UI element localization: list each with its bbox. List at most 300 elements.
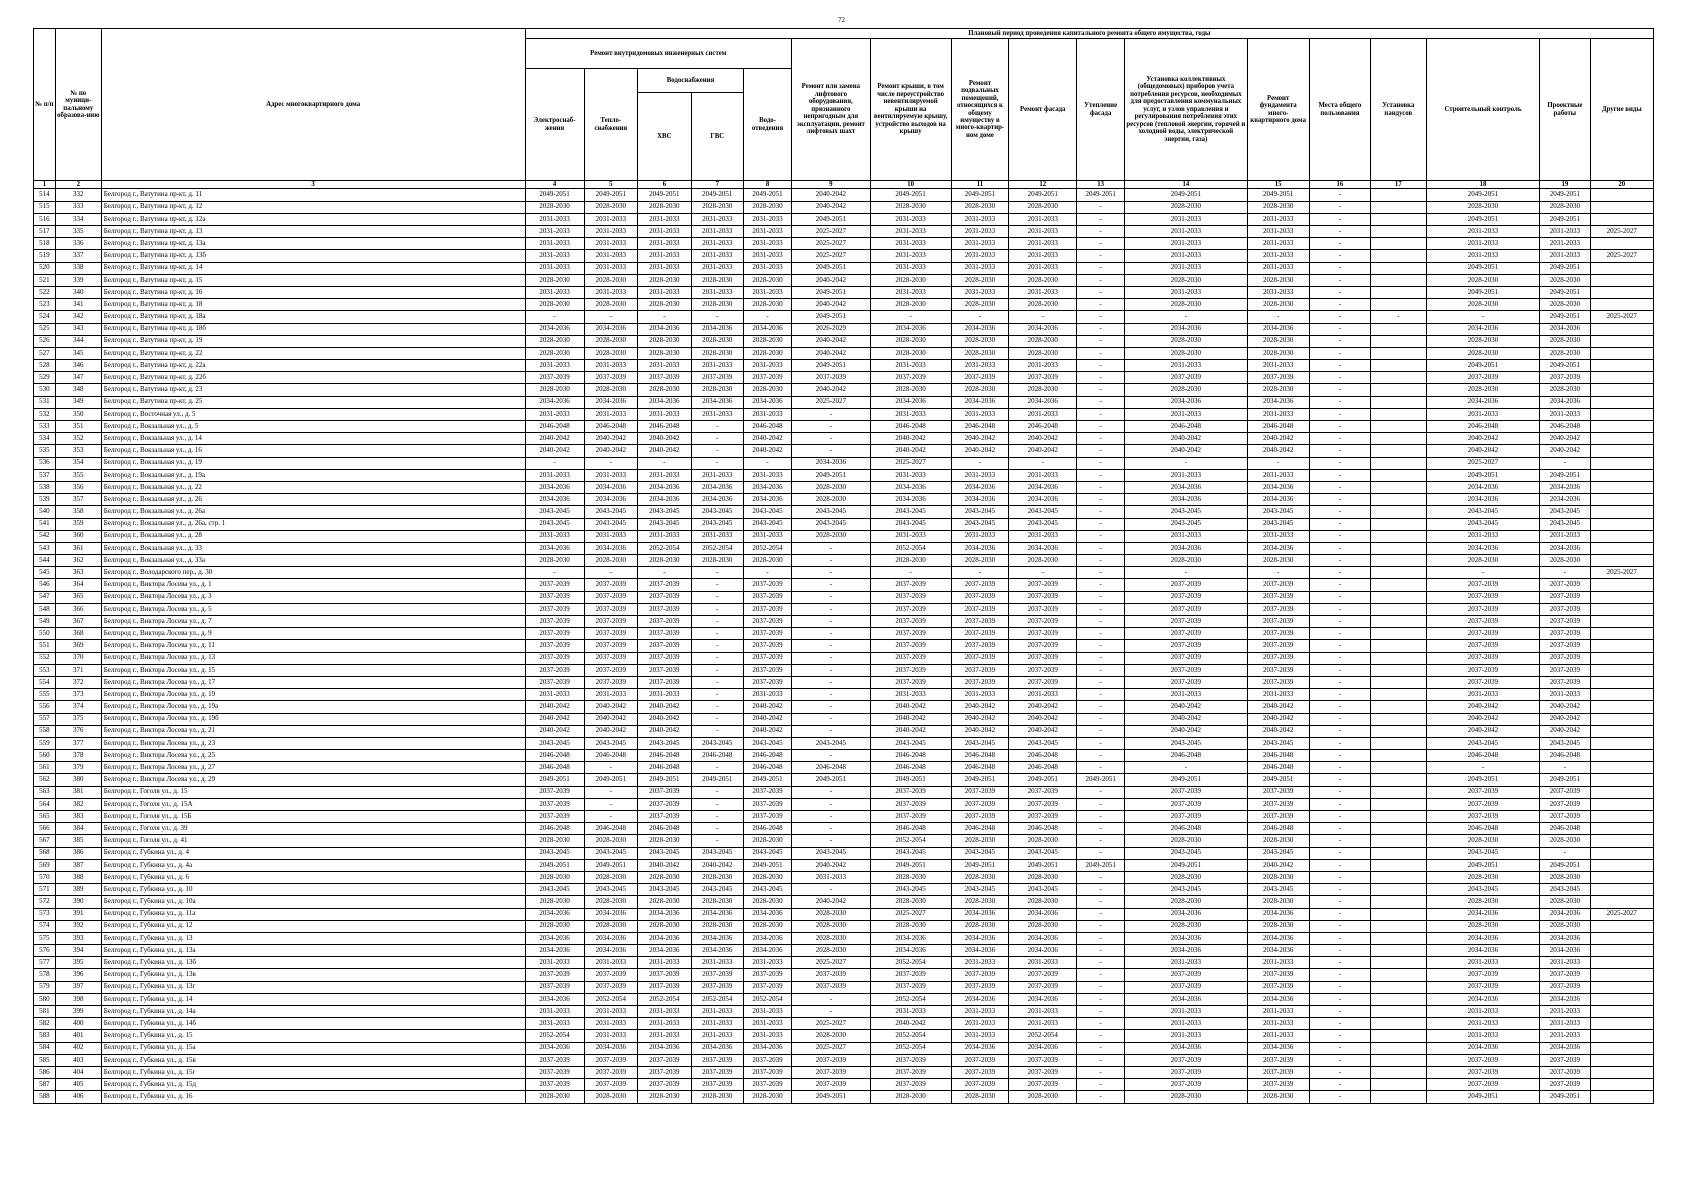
address-cell: Белгород г., Виктора Лосева ул., д. 7 — [101, 616, 525, 628]
table-row — [34, 628, 1654, 640]
table-cell: 2043-2045 — [584, 884, 638, 896]
address-cell: Белгород г., Губкина ул., д. 14б — [101, 1018, 525, 1030]
table-cell: 2046-2048 — [525, 762, 584, 774]
table-cell: 2031-2033 — [1125, 530, 1247, 542]
table-cell: 2034-2036 — [1540, 481, 1590, 493]
table-cell: 2049-2051 — [1426, 1091, 1540, 1103]
table-cell: - — [1077, 1066, 1125, 1078]
table-cell: 370 — [55, 652, 101, 664]
table-cell: 516 — [34, 213, 56, 225]
table-cell: 2040-2042 — [743, 433, 791, 445]
table-cell: 2037-2039 — [951, 664, 1009, 676]
table-cell: 2037-2039 — [525, 616, 584, 628]
column-number: 4 — [525, 181, 584, 189]
table-cell: - — [691, 701, 743, 713]
table-cell: - — [1009, 457, 1077, 469]
table-cell: 2031-2033 — [1125, 1006, 1247, 1018]
table-cell: 2043-2045 — [870, 518, 951, 530]
table-cell: 2028-2030 — [1426, 871, 1540, 883]
table-cell: 2037-2039 — [951, 798, 1009, 810]
table-cell: 2031-2033 — [1125, 1030, 1247, 1042]
table-cell: 2028-2030 — [525, 274, 584, 286]
table-cell: 2031-2033 — [1009, 957, 1077, 969]
table-cell: 357 — [55, 494, 101, 506]
table-cell: 2046-2048 — [1009, 421, 1077, 433]
table-cell: 2028-2030 — [1540, 896, 1590, 908]
table-cell: 2046-2048 — [951, 762, 1009, 774]
table-cell: 2037-2039 — [792, 1079, 871, 1091]
column-number: 18 — [1426, 181, 1540, 189]
table-cell: 2028-2030 — [1247, 835, 1309, 847]
table-cell: 2031-2033 — [1426, 689, 1540, 701]
table-cell: 2031-2033 — [584, 250, 638, 262]
table-cell — [1590, 811, 1654, 823]
table-cell: 2043-2045 — [1125, 506, 1247, 518]
header-planned-period: Плановый период проведения капитального ремонта общего имущества, годы — [525, 29, 1653, 39]
table-cell: 371 — [55, 664, 101, 676]
table-cell: 545 — [34, 567, 56, 579]
table-cell: 2034-2036 — [1009, 542, 1077, 554]
table-cell: 2040-2042 — [792, 299, 871, 311]
table-cell: - — [792, 701, 871, 713]
table-cell: 564 — [34, 798, 56, 810]
table-cell: 366 — [55, 603, 101, 615]
table-cell: 2031-2033 — [1247, 1030, 1309, 1042]
table-cell: 2040-2042 — [1125, 445, 1247, 457]
table-cell: 2031-2033 — [1426, 408, 1540, 420]
table-cell: - — [1077, 433, 1125, 445]
table-cell: 386 — [55, 847, 101, 859]
table-cell: 587 — [34, 1079, 56, 1091]
table-cell: - — [1077, 421, 1125, 433]
table-cell: 2037-2039 — [1426, 372, 1540, 384]
table-cell: 401 — [55, 1030, 101, 1042]
table-cell: 2034-2036 — [584, 908, 638, 920]
table-cell: 2031-2033 — [1247, 213, 1309, 225]
table-cell: 2028-2030 — [691, 920, 743, 932]
table-cell: 2028-2030 — [743, 274, 791, 286]
table-cell: 2031-2033 — [1125, 250, 1247, 262]
table-cell: 544 — [34, 555, 56, 567]
table-cell: 542 — [34, 530, 56, 542]
table-cell: - — [1077, 884, 1125, 896]
table-cell: 354 — [55, 457, 101, 469]
table-cell: 341 — [55, 299, 101, 311]
table-cell: 2031-2033 — [1009, 689, 1077, 701]
header-construction-control: Строительный контроль — [1426, 39, 1540, 181]
header-municipal-num: № по муници-пальному образова-нию — [55, 29, 101, 181]
table-cell: 2031-2033 — [1009, 213, 1077, 225]
table-cell: 2034-2036 — [525, 945, 584, 957]
table-cell: 2031-2033 — [870, 1006, 951, 1018]
table-cell: - — [1309, 908, 1370, 920]
table-cell — [1370, 286, 1426, 298]
table-cell: - — [1077, 591, 1125, 603]
table-cell: 2028-2030 — [525, 299, 584, 311]
table-cell: 367 — [55, 616, 101, 628]
table-cell: 2031-2033 — [951, 360, 1009, 372]
table-cell: 2028-2030 — [792, 920, 871, 932]
table-cell: 2028-2030 — [1247, 896, 1309, 908]
table-cell: 2034-2036 — [870, 481, 951, 493]
table-cell: 2049-2051 — [691, 189, 743, 201]
table-cell: 2025-2027 — [792, 396, 871, 408]
address-cell: Белгород г., Восточная ул., д. 5 — [101, 408, 525, 420]
table-cell: 2046-2048 — [1426, 421, 1540, 433]
table-cell: 2028-2030 — [584, 835, 638, 847]
table-cell: 2031-2033 — [1426, 957, 1540, 969]
table-cell: 2040-2042 — [951, 433, 1009, 445]
table-cell: 2031-2033 — [584, 1006, 638, 1018]
table-cell: 2037-2039 — [525, 579, 584, 591]
table-cell: - — [691, 445, 743, 457]
table-cell: - — [1309, 506, 1370, 518]
table-cell: 2031-2033 — [1009, 286, 1077, 298]
table-cell: 2028-2030 — [1125, 274, 1247, 286]
table-cell: 2034-2036 — [870, 396, 951, 408]
table-cell: 2046-2048 — [1426, 823, 1540, 835]
table-cell: 2037-2039 — [951, 1054, 1009, 1066]
table-cell: 2043-2045 — [792, 506, 871, 518]
table-cell: - — [1077, 664, 1125, 676]
table-cell: 2034-2036 — [1540, 932, 1590, 944]
table-cell: 2037-2039 — [1540, 786, 1590, 798]
table-cell: 2040-2042 — [638, 701, 692, 713]
table-cell: - — [1309, 445, 1370, 457]
table-cell: 384 — [55, 823, 101, 835]
table-cell: 2031-2033 — [1009, 226, 1077, 238]
table-cell: 2037-2039 — [638, 969, 692, 981]
table-cell — [1370, 652, 1426, 664]
table-cell: 2034-2036 — [743, 494, 791, 506]
table-cell: 566 — [34, 823, 56, 835]
table-cell: 525 — [34, 323, 56, 335]
table-cell: 2037-2039 — [1247, 1066, 1309, 1078]
table-cell: 2028-2030 — [1125, 835, 1247, 847]
table-cell — [1370, 664, 1426, 676]
table-cell: 2040-2042 — [525, 445, 584, 457]
table-cell: 332 — [55, 189, 101, 201]
table-cell — [1370, 579, 1426, 591]
table-cell: 2046-2048 — [1125, 823, 1247, 835]
table-cell: 2037-2039 — [1125, 640, 1247, 652]
column-number: 12 — [1009, 181, 1077, 189]
table-cell: 2031-2033 — [870, 408, 951, 420]
header-ramps: Установка пандусов — [1370, 39, 1426, 181]
table-cell: 2037-2039 — [1540, 591, 1590, 603]
table-cell: 376 — [55, 725, 101, 737]
table-cell: - — [1077, 238, 1125, 250]
table-cell: 2031-2033 — [584, 689, 638, 701]
table-cell: 2043-2045 — [1426, 518, 1540, 530]
table-cell — [1590, 238, 1654, 250]
table-cell: - — [691, 798, 743, 810]
table-cell: 2031-2033 — [1426, 1006, 1540, 1018]
table-row — [34, 506, 1654, 518]
table-cell — [1590, 360, 1654, 372]
table-cell: - — [691, 311, 743, 323]
table-cell: 2040-2042 — [638, 433, 692, 445]
table-cell: 2031-2033 — [691, 213, 743, 225]
table-cell: - — [1309, 786, 1370, 798]
table-cell: 2031-2033 — [1125, 360, 1247, 372]
table-cell: - — [1077, 408, 1125, 420]
table-cell: 2028-2030 — [1009, 920, 1077, 932]
table-cell: 2043-2045 — [584, 847, 638, 859]
table-row — [34, 421, 1654, 433]
table-cell: - — [1309, 384, 1370, 396]
table-cell: 2028-2030 — [951, 555, 1009, 567]
table-cell: 2034-2036 — [584, 494, 638, 506]
table-cell: 535 — [34, 445, 56, 457]
table-row — [34, 823, 1654, 835]
table-row — [34, 518, 1654, 530]
table-cell: - — [792, 713, 871, 725]
table-cell — [1370, 421, 1426, 433]
table-cell: 2037-2039 — [1426, 676, 1540, 688]
table-cell: 2040-2042 — [1125, 701, 1247, 713]
table-cell: 334 — [55, 213, 101, 225]
table-cell: 2037-2039 — [1009, 676, 1077, 688]
table-cell: 2031-2033 — [1125, 1018, 1247, 1030]
table-cell: 2031-2033 — [951, 1030, 1009, 1042]
table-cell: 2040-2042 — [743, 701, 791, 713]
table-cell: - — [1077, 518, 1125, 530]
table-cell: 531 — [34, 396, 56, 408]
table-cell: 2034-2036 — [1125, 1042, 1247, 1054]
table-cell: 2049-2051 — [1009, 859, 1077, 871]
table-cell — [1590, 616, 1654, 628]
table-cell: 2034-2036 — [691, 481, 743, 493]
table-cell: 2025-2027 — [792, 1042, 871, 1054]
table-cell: 2040-2042 — [870, 725, 951, 737]
table-row — [34, 969, 1654, 981]
table-cell: 2034-2036 — [1125, 542, 1247, 554]
header-heating: Тепло-снабжения — [584, 69, 638, 181]
table-cell: 2031-2033 — [1009, 238, 1077, 250]
table-cell: 2046-2048 — [638, 750, 692, 762]
table-cell: - — [1309, 835, 1370, 847]
table-cell: 2031-2033 — [1540, 238, 1590, 250]
table-cell: 2037-2039 — [1009, 1054, 1077, 1066]
table-cell — [1590, 859, 1654, 871]
table-cell: - — [1077, 323, 1125, 335]
header-roof: Ремонт крыши, в том числе переустройство невентилируемой крыши на вентилируемую крышу, устройство выходов на крышу — [870, 39, 951, 181]
table-cell: 2028-2030 — [870, 555, 951, 567]
table-cell — [1370, 518, 1426, 530]
table-cell: 2037-2039 — [870, 811, 951, 823]
address-cell: Белгород г., Губкина ул., д. 4а — [101, 859, 525, 871]
table-cell: - — [792, 811, 871, 823]
table-cell: 563 — [34, 786, 56, 798]
table-row — [34, 347, 1654, 359]
table-cell: 2028-2030 — [584, 335, 638, 347]
table-cell — [1590, 372, 1654, 384]
table-cell: - — [1309, 408, 1370, 420]
table-row — [34, 579, 1654, 591]
table-cell: 352 — [55, 433, 101, 445]
table-cell: - — [1077, 701, 1125, 713]
table-cell — [1370, 567, 1426, 579]
table-cell: 2049-2051 — [1426, 469, 1540, 481]
table-cell: - — [1077, 908, 1125, 920]
table-cell — [1590, 847, 1654, 859]
table-cell: - — [1426, 567, 1540, 579]
table-cell: 2028-2030 — [1540, 347, 1590, 359]
table-cell: - — [1309, 347, 1370, 359]
table-cell: 2031-2033 — [584, 408, 638, 420]
page-number: 72 — [838, 16, 845, 24]
table-cell: - — [584, 811, 638, 823]
table-row — [34, 408, 1654, 420]
table-cell: 556 — [34, 701, 56, 713]
table-cell: 2037-2039 — [584, 591, 638, 603]
table-cell: 2028-2030 — [743, 896, 791, 908]
table-cell: 2034-2036 — [951, 1042, 1009, 1054]
table-cell: 2052-2054 — [743, 542, 791, 554]
table-cell: 2037-2039 — [951, 969, 1009, 981]
table-cell: 574 — [34, 920, 56, 932]
table-cell: 2049-2051 — [1426, 859, 1540, 871]
table-cell: 2031-2033 — [1426, 1018, 1540, 1030]
table-cell: - — [584, 311, 638, 323]
table-cell: 2031-2033 — [638, 213, 692, 225]
address-cell: Белгород г., Вокзальная ул., д. 33а — [101, 555, 525, 567]
table-cell: 2040-2042 — [792, 274, 871, 286]
table-cell: 2049-2051 — [743, 189, 791, 201]
table-cell: 2034-2036 — [1540, 542, 1590, 554]
table-cell: 2025-2027 — [792, 957, 871, 969]
table-cell: 2049-2051 — [1247, 774, 1309, 786]
table-cell: 373 — [55, 689, 101, 701]
table-cell: 2046-2048 — [1009, 823, 1077, 835]
table-cell: - — [1309, 896, 1370, 908]
table-cell: 2037-2039 — [743, 1066, 791, 1078]
table-cell: 2037-2039 — [1009, 981, 1077, 993]
table-cell: 2028-2030 — [1125, 896, 1247, 908]
table-cell — [1370, 798, 1426, 810]
table-cell — [1590, 701, 1654, 713]
address-cell: Белгород г., Ватутина пр-кт, д. 12а — [101, 213, 525, 225]
table-row — [34, 859, 1654, 871]
table-cell — [1370, 1079, 1426, 1091]
address-cell: Белгород г., Виктора Лосева ул., д. 15 — [101, 664, 525, 676]
table-cell: 2034-2036 — [1540, 945, 1590, 957]
table-cell: 2037-2039 — [870, 969, 951, 981]
table-cell: 2034-2036 — [743, 945, 791, 957]
header-other: Другие виды — [1590, 39, 1654, 181]
table-cell: 2049-2051 — [792, 311, 871, 323]
table-cell: 2031-2033 — [638, 1006, 692, 1018]
table-cell: 2034-2036 — [1540, 993, 1590, 1005]
table-cell: 2037-2039 — [951, 640, 1009, 652]
table-cell: 2034-2036 — [1426, 993, 1540, 1005]
table-cell: 344 — [55, 335, 101, 347]
table-cell: 2049-2051 — [792, 286, 871, 298]
table-cell: 2028-2030 — [1125, 555, 1247, 567]
column-number: 15 — [1247, 181, 1309, 189]
table-cell: - — [691, 689, 743, 701]
table-row — [34, 957, 1654, 969]
table-cell: 2037-2039 — [691, 969, 743, 981]
table-cell — [1370, 347, 1426, 359]
table-cell: - — [1426, 762, 1540, 774]
table-cell: 567 — [34, 835, 56, 847]
table-cell: 2031-2033 — [1540, 689, 1590, 701]
table-cell: 2031-2033 — [951, 530, 1009, 542]
table-cell: 2043-2045 — [584, 506, 638, 518]
table-cell: 2052-2054 — [691, 993, 743, 1005]
table-cell: 2028-2030 — [1247, 871, 1309, 883]
table-cell: 2037-2039 — [743, 798, 791, 810]
table-cell — [1590, 457, 1654, 469]
address-cell: Белгород г., Виктора Лосева ул., д. 19б — [101, 713, 525, 725]
table-cell: 2031-2033 — [691, 530, 743, 542]
table-cell: 339 — [55, 274, 101, 286]
table-cell: 2049-2051 — [743, 859, 791, 871]
table-cell: - — [1077, 725, 1125, 737]
table-cell: - — [1247, 567, 1309, 579]
table-cell: - — [1077, 628, 1125, 640]
table-cell: 2031-2033 — [1009, 360, 1077, 372]
table-cell: 2031-2033 — [691, 262, 743, 274]
table-cell: 2031-2033 — [638, 1030, 692, 1042]
table-cell: 2028-2030 — [1426, 835, 1540, 847]
table-cell: - — [792, 445, 871, 457]
table-cell: 2031-2033 — [1125, 689, 1247, 701]
table-cell: 2037-2039 — [1009, 798, 1077, 810]
table-cell: 554 — [34, 676, 56, 688]
table-cell: 2031-2033 — [525, 213, 584, 225]
table-cell: 2028-2030 — [691, 555, 743, 567]
table-cell: 2037-2039 — [691, 372, 743, 384]
table-cell: 2034-2036 — [743, 908, 791, 920]
table-cell: 2037-2039 — [743, 1054, 791, 1066]
table-cell: 2037-2039 — [638, 798, 692, 810]
table-cell: 2043-2045 — [951, 847, 1009, 859]
table-cell — [1370, 530, 1426, 542]
table-cell: 2028-2030 — [870, 274, 951, 286]
address-cell: Белгород г., Губкина ул., д. 13а — [101, 945, 525, 957]
table-cell: 340 — [55, 286, 101, 298]
table-cell — [1590, 725, 1654, 737]
table-cell: - — [1077, 506, 1125, 518]
table-cell — [1370, 616, 1426, 628]
table-cell: 2043-2045 — [691, 518, 743, 530]
table-cell: 2031-2033 — [525, 250, 584, 262]
table-cell — [1370, 1018, 1426, 1030]
table-cell: 2028-2030 — [951, 896, 1009, 908]
table-cell: 2031-2033 — [1540, 1030, 1590, 1042]
table-cell: 582 — [34, 1018, 56, 1030]
table-cell: 2028-2030 — [525, 201, 584, 213]
table-cell: 2049-2051 — [792, 1091, 871, 1103]
table-cell: 517 — [34, 226, 56, 238]
table-cell: 2037-2039 — [1540, 811, 1590, 823]
table-cell: 2028-2030 — [584, 384, 638, 396]
table-cell: 2037-2039 — [1426, 1066, 1540, 1078]
table-cell: 2031-2033 — [638, 469, 692, 481]
table-cell: - — [1077, 920, 1125, 932]
table-cell — [1590, 945, 1654, 957]
table-cell: 2040-2042 — [792, 859, 871, 871]
table-cell: 2037-2039 — [525, 628, 584, 640]
table-cell: 2037-2039 — [1009, 640, 1077, 652]
table-cell: 2031-2033 — [638, 408, 692, 420]
table-cell: 2052-2054 — [870, 1030, 951, 1042]
table-cell: 2037-2039 — [525, 676, 584, 688]
table-cell: 2040-2042 — [525, 725, 584, 737]
